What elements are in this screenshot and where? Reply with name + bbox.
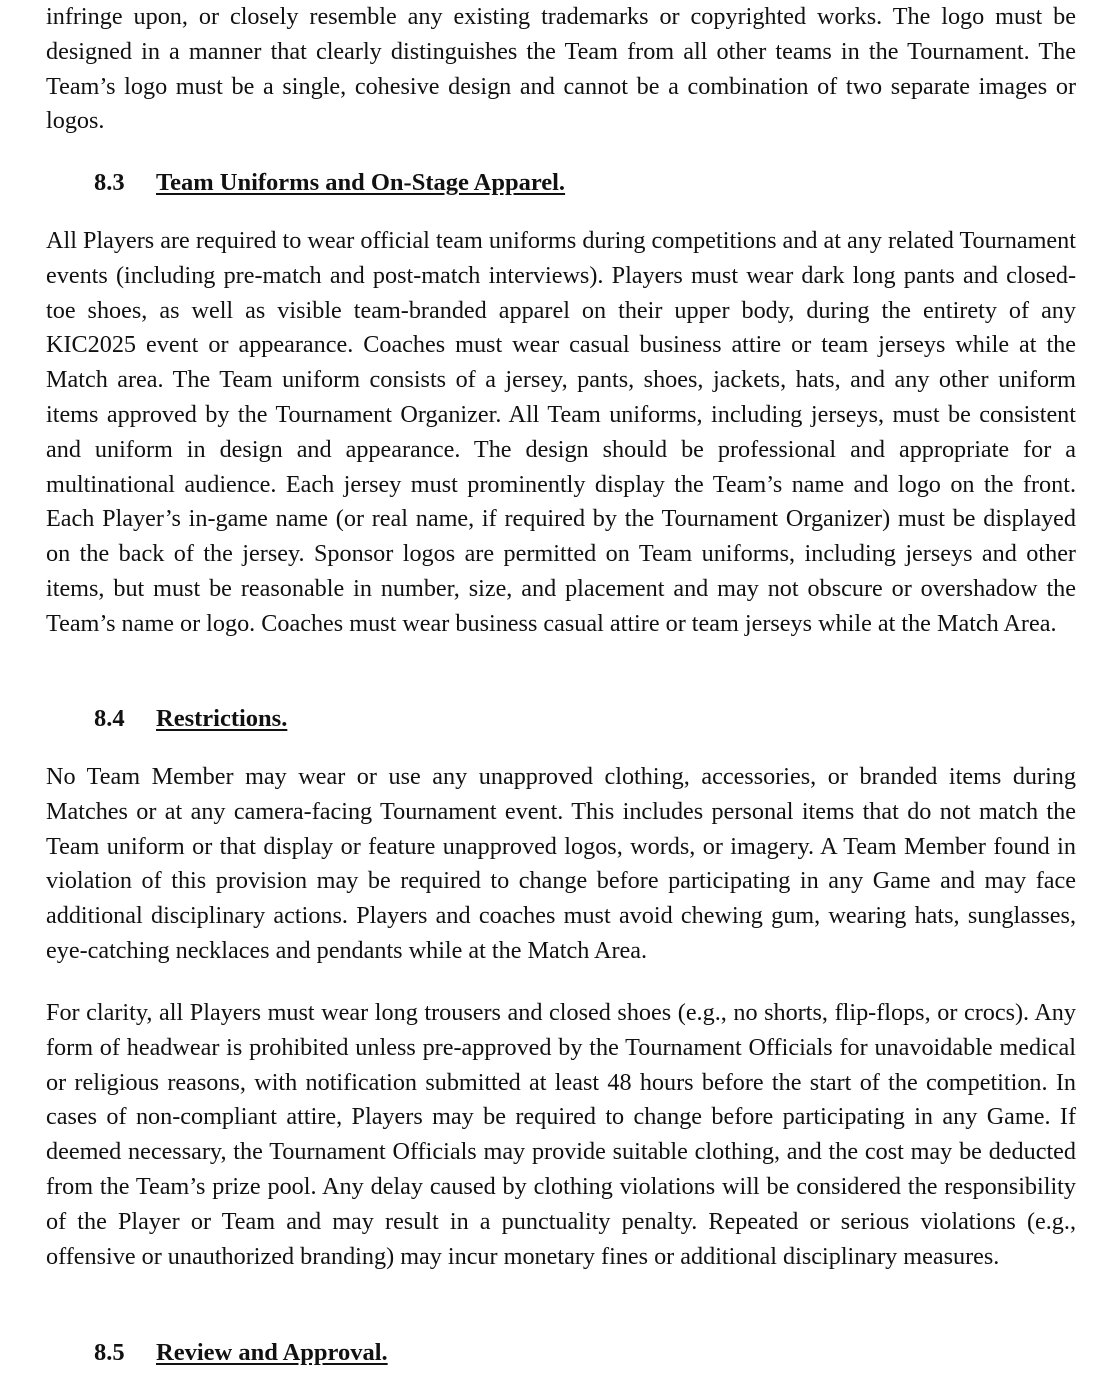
paragraph-team-uniforms: All Players are required to wear official team uniforms during competitions and at any related Tournament events (including pre-match and post-match interviews). Players must wear dark long pants and closed-toe shoes, as well as visible team-branded apparel on their upper body, during the entirety of any KIC2025 event or appearance. Coaches must wear casual business attire or team jerseys while at the Match area. The Team uniform consists of a jersey, pants, shoes, jackets, hats, and any other uniform items approved by the Tournament Organizer. All Team uniforms, including jerseys, must be consistent and uniform in design and appearance. The design should be professional and appropriate for a multinational audience. Each jersey must prominently display the Team’s name and logo on the front. Each Player’s in-game name (or real name, if required by the Tournament Organizer) must be displayed on the back of the jersey. Sponsor logos are permitted on Team uniforms, including jerseys and other items, but must be reasonable in number, size, and placement and may not obscure or overshadow the Team’s name or logo. Coaches must wear business casual attire or team jerseys while at the Match Area.: [46, 227, 1076, 637]
section-heading-8-5: [94, 1338, 388, 1368]
paragraph-restrictions: No Team Member may wear or use any unapproved clothing, accessories, or branded items during Matches or at any camera-facing Tournament event. This includes personal items that do not match the Team uniform or that display or feature unapproved logos, words, or imagery. A Team Member found in violation of this provision may be required to change before participating in any Game and may face additional disciplinary actions. Players and coaches must avoid chewing gum, wearing hats, sunglasses, eye-catching necklaces and pendants while at the Match Area.: [46, 763, 1076, 964]
paragraph-logo-requirements: infringe upon, or closely resemble any existing trademarks or copyrighted works. The logo must be designed in a manner that clearly distinguishes the Team from all other teams in the Tournament. The Team’s logo must be a single, cohesive design and cannot be a combination of two separate images or logos.: [46, 3, 1076, 135]
section-heading-8-3: [94, 168, 565, 198]
section-title: Review and Approval.: [156, 1339, 388, 1366]
section-number: 8.3: [94, 169, 125, 196]
section-heading-8-4: [94, 704, 287, 734]
paragraph-attire-clarity: For clarity, all Players must wear long trousers and closed shoes (e.g., no shorts, flip-flops, or crocs). Any form of headwear is prohibited unless pre-approved by the Tournament Officials for unavoidable medical or religious reasons, with notification submitted at least 48 hours before the start of the competition. In cases of non-compliant attire, Players may be required to change before participating in any Game. If deemed necessary, the Tournament Officials may provide suitable clothing, and the cost may be deducted from the Team’s prize pool. Any delay caused by clothing violations will be considered the responsibility of the Player or Team and may result in a punctuality penalty. Repeated or serious violations (e.g., offensive or unauthorized branding) may incur monetary fines or additional disciplinary measures.: [46, 999, 1076, 1270]
section-number: 8.5: [94, 1339, 125, 1366]
section-title: Restrictions.: [156, 705, 288, 732]
section-number: 8.4: [94, 705, 125, 732]
section-title: Team Uniforms and On-Stage Apparel.: [156, 169, 566, 196]
